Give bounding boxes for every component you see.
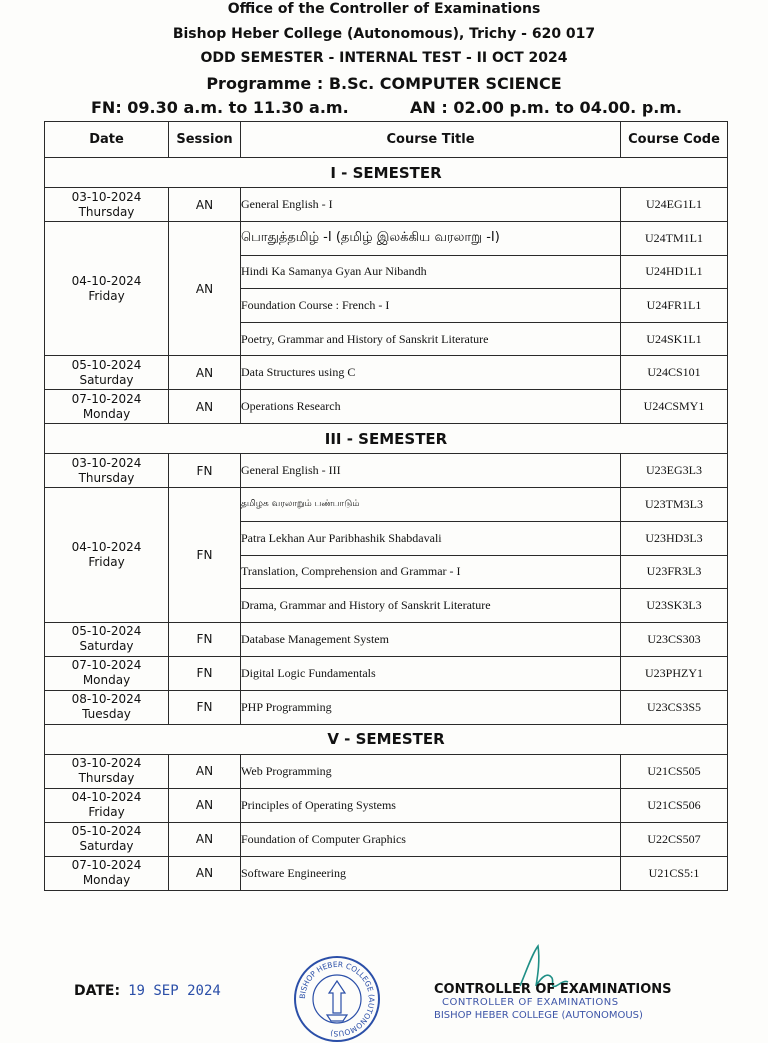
course-title: Drama, Grammar and History of Sanskrit Literature [241,589,621,623]
course-title: Data Structures using C [241,356,621,390]
exam-date: 04-10-2024 [71,273,142,288]
exam-date: 03-10-2024 [71,455,142,470]
course-title: Foundation Course : French - I [241,289,621,323]
course-title: Hindi Ka Samanya Gyan Aur Nibandh [241,255,621,289]
course-code: U24SK1L1 [621,322,728,356]
semester-header-row [45,158,728,188]
exam-date: 07-10-2024 [71,858,142,873]
session-cell: AN [169,188,241,222]
course-title: General English - III [241,454,621,488]
course-title: General English - I [241,188,621,222]
course-title: Foundation of Computer Graphics [241,822,621,856]
course-title: பொதுத்தமிழ் -I (தமிழ் இலக்கிய வரலாறு -I) [241,222,621,256]
exam-day: Monday [82,406,131,421]
college-name: Bishop Heber College (Autonomous), Trichy - 620 017 [172,26,596,42]
table-row [45,390,728,424]
course-code: U21CS505 [621,754,728,788]
exam-date-cell [45,454,169,488]
exam-date: 05-10-2024 [71,824,142,839]
table-row [45,856,728,890]
session-cell: AN [169,222,241,356]
exam-date: 04-10-2024 [71,790,142,805]
exam-date: 05-10-2024 [71,624,142,639]
exam-day: Monday [82,673,131,688]
session-cell: AN [169,390,241,424]
exam-date-cell [45,856,169,890]
exam-day: Saturday [79,839,134,854]
table-row [45,622,728,656]
controller-stamp-line1: CONTROLLER OF EXAMINATIONS [442,997,619,1008]
column-header-course-title: Course Title [241,122,621,158]
course-code: U24CS101 [621,356,728,390]
course-title: Principles of Operating Systems [241,788,621,822]
exam-date-cell [45,356,169,390]
course-code: U21CS506 [621,788,728,822]
table-header-row [45,122,728,158]
exam-day: Monday [82,873,131,888]
exam-day: Friday [88,805,125,820]
exam-date: 07-10-2024 [71,391,142,406]
session-cell: AN [169,356,241,390]
controller-stamp-line2: BISHOP HEBER COLLEGE (AUTONOMOUS) [434,1010,643,1021]
course-title: PHP Programming [241,690,621,724]
exam-date: 03-10-2024 [71,756,142,771]
session-cell: AN [169,754,241,788]
semester-label: V - SEMESTER [45,724,728,754]
exam-date-cell [45,222,169,356]
exam-date: 05-10-2024 [71,357,142,372]
exam-day: Tuesday [82,707,131,722]
course-code: U23SK3L3 [621,589,728,623]
session-cell: FN [169,690,241,724]
course-title: Operations Research [241,390,621,424]
table-row [45,788,728,822]
exam-date-cell [45,656,169,690]
table-row [45,356,728,390]
issue-date [74,983,221,999]
exam-date-cell [45,690,169,724]
exam-date: 03-10-2024 [71,189,142,204]
exam-date: 04-10-2024 [71,540,142,555]
session-cell: FN [169,622,241,656]
session-cell: AN [169,822,241,856]
course-code: U24CSMY1 [621,390,728,424]
exam-date-cell [45,622,169,656]
exam-date-cell [45,822,169,856]
course-code: U24EG1L1 [621,188,728,222]
college-seal-icon [293,955,381,1043]
exam-date: 07-10-2024 [71,658,142,673]
exam-schedule-table [44,121,728,891]
table-row [45,488,728,522]
table-row [45,822,728,856]
course-code: U23CS303 [621,622,728,656]
course-code: U23TM3L3 [621,488,728,522]
controller-title: CONTROLLER OF EXAMINATIONS [434,982,672,997]
course-code: U23EG3L3 [621,454,728,488]
exam-day: Saturday [79,372,134,387]
session-cell: FN [169,656,241,690]
table-row [45,188,728,222]
exam-day: Saturday [79,639,134,654]
session-cell: AN [169,788,241,822]
course-code: U23CS3S5 [621,690,728,724]
session-cell: AN [169,856,241,890]
semester-label: I - SEMESTER [45,158,728,188]
course-title: Digital Logic Fundamentals [241,656,621,690]
column-header-course-code: Course Code [621,122,728,158]
exam-day: Thursday [78,204,135,219]
session-cell: FN [169,454,241,488]
table-row [45,222,728,256]
semester-header-row [45,724,728,754]
exam-title: ODD SEMESTER - INTERNAL TEST - II OCT 2024 [200,50,568,66]
table-row [45,754,728,788]
programme-title: Programme : B.Sc. COMPUTER SCIENCE [206,74,562,93]
exam-day: Thursday [78,470,135,485]
date-label: DATE: [74,983,121,999]
an-timing: AN : 02.00 p.m. to 04.00. p.m. [410,98,683,117]
course-code: U22CS507 [621,822,728,856]
exam-date: 08-10-2024 [71,692,142,707]
date-stamp: 19 SEP 2024 [128,983,221,999]
course-title: தமிழக வரலாறும் பண்பாடும் [241,488,621,522]
seal-text: BISHOP HEBER COLLEGE (AUTONOMOUS) [297,959,377,1039]
course-code: U23PHZY1 [621,656,728,690]
svg-text:BISHOP HEBER COLLEGE (AUTONOMO [298,960,376,1038]
course-code: U23HD3L3 [621,521,728,555]
exam-day: Friday [88,288,125,303]
fn-timing: FN: 09.30 a.m. to 11.30 a.m. [91,98,349,117]
session-cell: FN [169,488,241,622]
course-title: Translation, Comprehension and Grammar - I [241,555,621,589]
schedule-body [45,158,728,891]
column-header-session: Session [169,122,241,158]
exam-date-cell [45,754,169,788]
course-title: Poetry, Grammar and History of Sanskrit Literature [241,322,621,356]
course-title: Web Programming [241,754,621,788]
exam-day: Friday [88,555,125,570]
course-code: U23FR3L3 [621,555,728,589]
course-title: Database Management System [241,622,621,656]
exam-date-cell [45,390,169,424]
course-code: U24HD1L1 [621,255,728,289]
course-code: U24FR1L1 [621,289,728,323]
course-title: Patra Lekhan Aur Paribhashik Shabdavali [241,521,621,555]
table-row [45,656,728,690]
semester-header-row [45,424,728,454]
office-title: Office of the Controller of Examinations [227,1,541,17]
exam-date-cell [45,488,169,622]
column-header-date: Date [45,122,169,158]
table-row [45,690,728,724]
exam-date-cell [45,788,169,822]
course-title: Software Engineering [241,856,621,890]
course-code: U21CS5:1 [621,856,728,890]
course-code: U24TM1L1 [621,222,728,256]
table-row [45,454,728,488]
exam-date-cell [45,188,169,222]
semester-label: III - SEMESTER [45,424,728,454]
exam-day: Thursday [78,771,135,786]
